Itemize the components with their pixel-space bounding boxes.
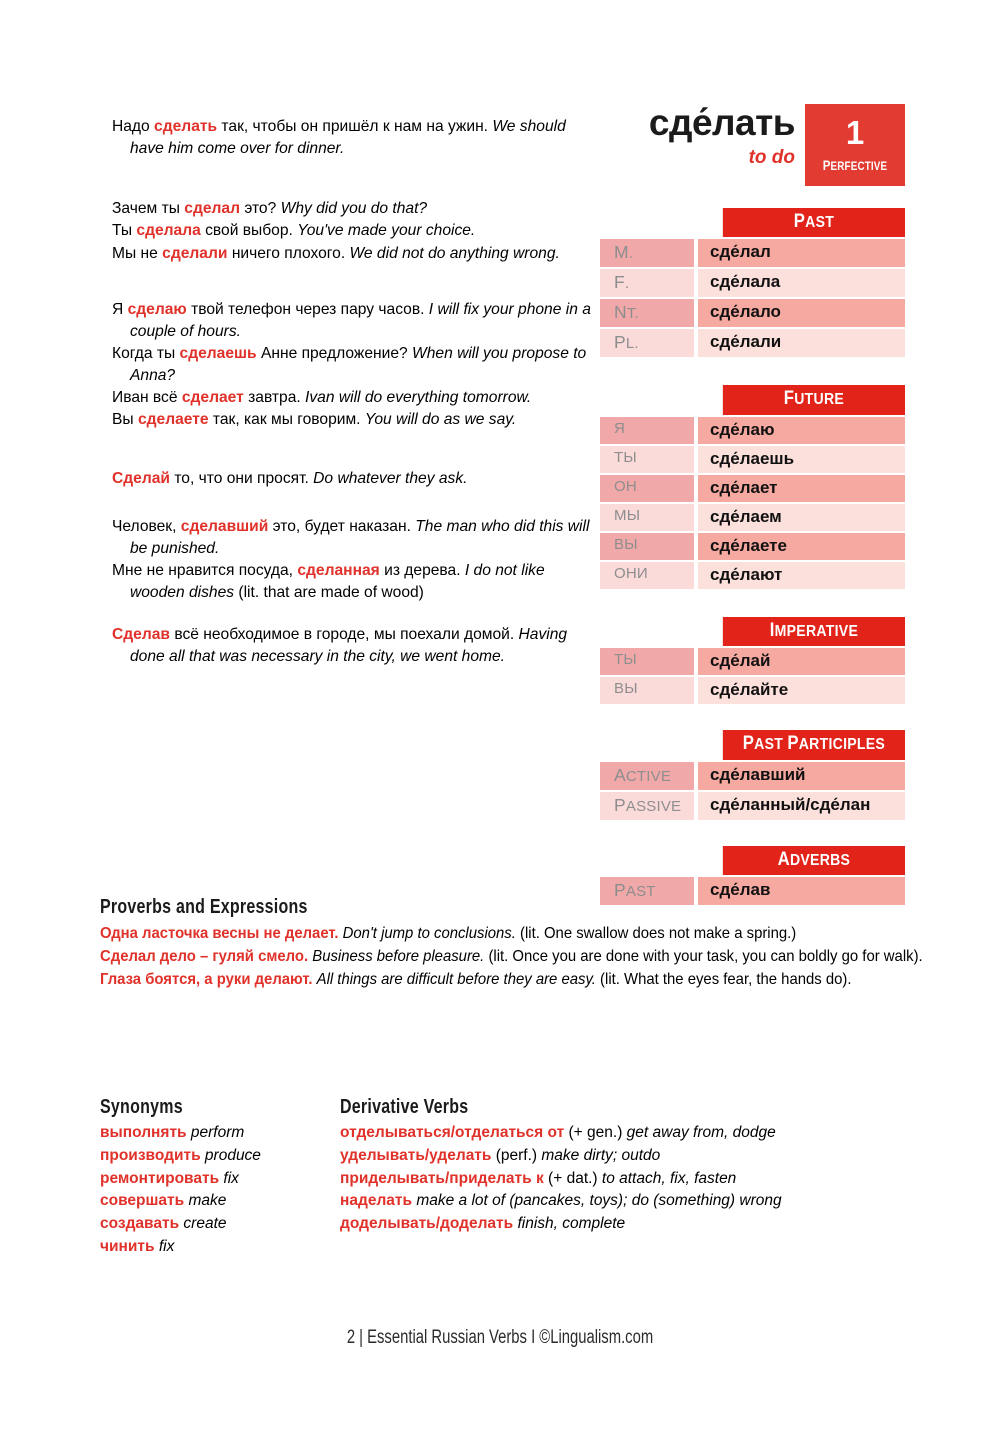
list-item: отделываться/отделаться от (+ gen.) get away from, dodge bbox=[340, 1124, 776, 1141]
derivative-verbs-column bbox=[340, 1096, 920, 1259]
row-value: сде́лала bbox=[698, 269, 905, 297]
row-label: PASSIVE bbox=[600, 792, 694, 820]
example-group-imperative bbox=[112, 468, 592, 490]
row-value: сде́лал bbox=[698, 239, 905, 267]
table-row bbox=[600, 504, 905, 531]
list-item: приделывать/приделать к (+ dat.) to attach, fix, fasten bbox=[340, 1169, 737, 1187]
example-line: Зачем ты сделал это? Why did you do that? bbox=[112, 200, 428, 218]
example-group-future bbox=[112, 299, 592, 432]
row-label: ОН bbox=[600, 475, 694, 502]
row-value: сде́лаю bbox=[698, 417, 905, 444]
synonyms-column bbox=[100, 1096, 340, 1259]
table-header-adverbs: ADVERBS bbox=[723, 846, 905, 875]
list-item: создавать create bbox=[100, 1215, 227, 1233]
verb-translation: to do bbox=[748, 147, 795, 168]
row-label: ВЫ bbox=[600, 533, 694, 560]
row-value: сде́лав bbox=[698, 877, 905, 905]
table-past bbox=[600, 208, 905, 357]
table-row bbox=[600, 562, 905, 589]
list-item: уделывать/уделать (perf.) make dirty; outdo bbox=[340, 1146, 661, 1164]
verb-header bbox=[600, 104, 905, 186]
example-line: Сделав всё необходимое в городе, мы поехали домой. Having done all that was necessary in the city, we went home. bbox=[112, 626, 568, 666]
list-item: наделать make a lot of (pancakes, toys); do (something) wrong bbox=[340, 1192, 782, 1210]
example-line: Сделай то, что они просят. Do whatever they ask. bbox=[112, 469, 468, 487]
row-value: сде́лай bbox=[698, 648, 905, 675]
example-line: Иван всё сделает завтра. Ivan will do everything tomorrow. bbox=[112, 389, 532, 407]
list-item: производить produce bbox=[100, 1146, 261, 1164]
table-row bbox=[600, 648, 905, 675]
verb-number-badge bbox=[805, 104, 905, 186]
table-header-past: PAST bbox=[723, 208, 905, 237]
row-label: PL. bbox=[600, 329, 694, 357]
row-label: МЫ bbox=[600, 504, 694, 531]
example-group-past bbox=[112, 198, 592, 264]
table-header-past-participles: PAST PARTICIPLES bbox=[723, 730, 905, 759]
table-row bbox=[600, 299, 905, 327]
list-item: выполнять perform bbox=[100, 1124, 245, 1141]
example-group-participles bbox=[112, 516, 592, 605]
row-label: NT. bbox=[600, 299, 694, 327]
row-value: сде́ланный/сде́лан bbox=[698, 792, 905, 820]
row-value: сде́лают bbox=[698, 562, 905, 589]
page-footer: 2 | Essential Russian Verbs I ©Lingualism.com bbox=[346, 1327, 654, 1348]
table-future bbox=[600, 385, 905, 588]
proverb-item: Одна ласточка весны не делает. Don't jump to conclusions. (lit. One swallow does not make a spring.) bbox=[100, 925, 797, 942]
example-group-adverbs bbox=[112, 624, 592, 668]
table-row bbox=[600, 417, 905, 444]
row-value: сде́лавший bbox=[698, 762, 905, 790]
table-row bbox=[600, 239, 905, 267]
example-line: Когда ты сделаешь Анне предложение? When will you propose to Anna? bbox=[112, 344, 587, 385]
row-value: сде́лайте bbox=[698, 677, 905, 704]
example-line: Ты сделала свой выбор. You've made your choice. bbox=[112, 222, 476, 240]
table-row bbox=[600, 533, 905, 560]
row-label: ТЫ bbox=[600, 648, 694, 675]
list-item: совершать make bbox=[100, 1192, 227, 1210]
table-header-future: FUTURE bbox=[723, 385, 905, 414]
row-label: M. bbox=[600, 239, 694, 267]
row-label: F. bbox=[600, 269, 694, 297]
row-label: ACTIVE bbox=[600, 762, 694, 790]
table-past-participles bbox=[600, 730, 905, 819]
table-row bbox=[600, 475, 905, 502]
row-value: сде́лало bbox=[698, 299, 905, 327]
list-item: доделывать/доделать finish, complete bbox=[340, 1215, 626, 1233]
page-title: сде́лать bbox=[648, 102, 795, 143]
example-line: Мы не сделали ничего плохого. We did not do anything wrong. bbox=[112, 244, 560, 262]
example-line: Мне не нравится посуда, сделанная из дерева. I do not like wooden dishes (lit. that are made of wood) bbox=[112, 561, 545, 602]
row-label: PAST bbox=[600, 877, 694, 905]
list-item: ремонтировать fix bbox=[100, 1169, 239, 1187]
row-label: ОНИ bbox=[600, 562, 694, 589]
example-line: Вы сделаете так, как мы говорим. You will do as we say. bbox=[112, 411, 517, 429]
table-row bbox=[600, 329, 905, 357]
proverbs-section bbox=[100, 896, 923, 991]
row-value: сде́лаем bbox=[698, 504, 905, 531]
word-lists bbox=[100, 1096, 920, 1259]
table-row bbox=[600, 792, 905, 820]
conjugation-tables bbox=[600, 208, 905, 905]
row-value: сде́лали bbox=[698, 329, 905, 357]
row-label: ТЫ bbox=[600, 446, 694, 473]
verb-title-block bbox=[605, 104, 795, 169]
proverb-item: Глаза боятся, а руки делают. All things are difficult before they are easy. (lit. What the eyes fear, the hands do). bbox=[100, 971, 852, 989]
example-sentences bbox=[112, 116, 592, 669]
row-value: сде́лаете bbox=[698, 533, 905, 560]
table-row bbox=[600, 446, 905, 473]
table-row bbox=[600, 269, 905, 297]
badge-number: 1 bbox=[845, 114, 865, 151]
example-line: Надо сделать так, чтобы он пришёл к нам на ужин. We should have him come over for dinner. bbox=[112, 118, 566, 158]
row-value: сде́лаешь bbox=[698, 446, 905, 473]
synonyms-heading: Synonyms bbox=[100, 1096, 183, 1118]
row-label: ВЫ bbox=[600, 677, 694, 704]
list-item: чинить fix bbox=[100, 1237, 175, 1255]
example-line: Человек, сделавший это, будет наказан. The man who did this will be punished. bbox=[112, 517, 590, 557]
example-group-infinitive bbox=[112, 116, 592, 160]
badge-aspect-label: PERFECTIVE bbox=[822, 157, 888, 173]
table-row bbox=[600, 677, 905, 704]
example-line: Я сделаю твой телефон через пару часов. I will fix your phone in a couple of hours. bbox=[112, 300, 591, 340]
table-imperative bbox=[600, 617, 905, 704]
row-value: сде́лает bbox=[698, 475, 905, 502]
proverbs-heading: Proverbs and Expressions bbox=[100, 896, 308, 918]
table-header-imperative: IMPERATIVE bbox=[723, 617, 905, 646]
proverb-item: Сделал дело – гуляй смело. Business before pleasure. (lit. Once you are done with your task, you can boldly go for walk). bbox=[100, 948, 923, 966]
row-label: Я bbox=[600, 417, 694, 444]
derivative-verbs-heading: Derivative Verbs bbox=[340, 1096, 469, 1118]
table-row bbox=[600, 762, 905, 790]
